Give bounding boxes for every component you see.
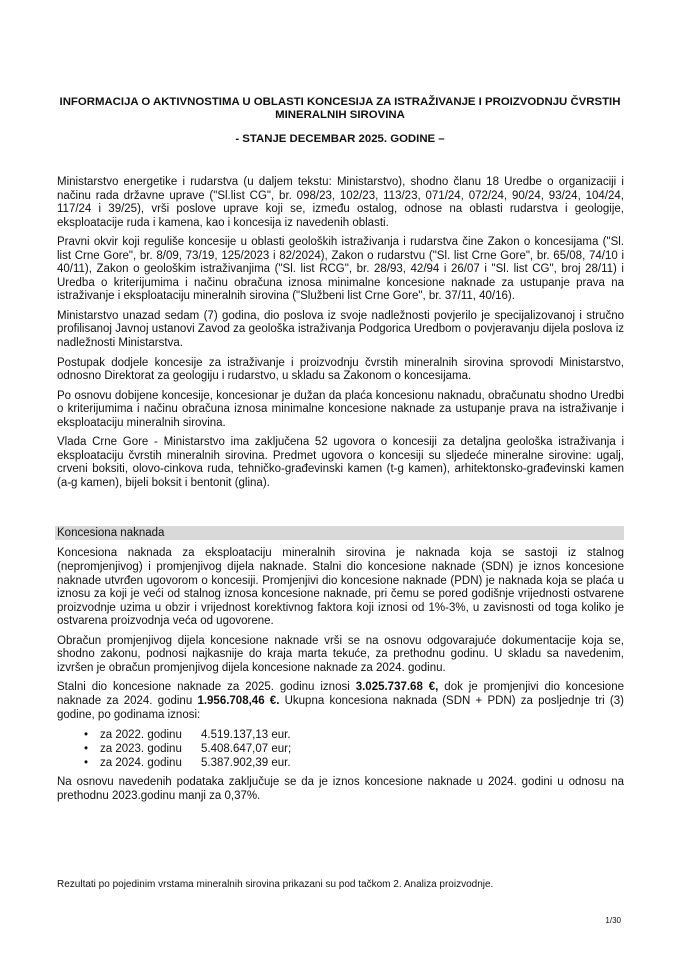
year-label: za 2023. godinu — [100, 743, 182, 756]
paragraph: Ministarstvo unazad sedam (7) godina, dio poslova iz svoje nadležnosti povjerilo je specijalizovanoj i stručno profilisanoj Javnoj ustanovi Zavod za geološka istraživanja Podgorica Uredbom o povjeravanju dijela poslova iz nadležnosti Ministarstva. — [57, 309, 624, 350]
paragraph: Ministarstvo energetike i rudarstva (u daljem tekstu: Ministarstvo), shodno članu 18 Uredbe o organizaciji i načinu rada državne uprave ("Sl.list CG", br. 098/23, 102/23, 113/23, 071/24, 072/24, 90/24, 93/24, 104/24, 117/24 i 39/25), vrši poslove uprave koji se, između ostalog, odnose na oblasti rudarstva i geologije, eksploatacije ruda i kamena, kao i koncesija iz navedenih oblasti. — [57, 176, 624, 229]
paragraph: Vlada Crne Gore - Ministarstvo ima zaključena 52 ugovora o koncesiji za detaljna geološka istraživanja i eksploataciju čvrstih mineralnih sirovina. Predmet ugovora o koncesiji su sljedeće mineralne sirovine: ugalj, crveni boksiti, olovo-cinkova ruda, tehničko-građevinski kamen (t-g kamen), arhitektonsko-građevinski kamen (a-g kamen), bijeli boksit i bentonit (glina). — [57, 436, 624, 489]
list-item — [84, 742, 624, 756]
totals-list — [57, 728, 624, 770]
sdn-amount: 3.025.737.68 €, — [355, 681, 439, 694]
document-title: INFORMACIJA O AKTIVNOSTIMA U OBLASTI KONCESIJA ZA ISTRAŽIVANJE I PROIZVODNJU ČVRSTIH MINERALNIH SIROVINA — [59, 96, 621, 121]
footer-note: Rezultati po pojedinim vrstama mineralnih sirovina prikazani su pod tačkom 2. Analiza proizvodnje. — [57, 879, 494, 890]
amount: 4.519.137,13 eur. — [201, 729, 291, 742]
paragraph: Postupak dodjele koncesije za istraživanje i proizvodnju čvrstih mineralnih sirovina sprovodi Ministarstvo, odnosno Direktorat za geologiju i rudarstvo, u skladu sa Zakonom o koncesijama. — [57, 356, 624, 383]
paragraph: Koncesiona naknada za eksploataciju mineralnih sirovina je naknada koja se sastoji iz stalnog (nepromjenjivog) i promjenjivog dijela naknade. Stalni dio koncesione naknade (SDN) je iznos koncesione naknade utvrđen ugovorom o koncesiji. Promjenjivi dio koncesione naknade (PDN) je naknada koja se plaća u iznosu za koji je veći od stalnog iznosa koncesione naknade, pri čemu se pored godišnje vrijednosti ostvarene proizvodnje uzima u obzir i vrijednost korektivnog faktora koji iznosi od 1%-3%, u zavisnosti od toga koliko je ostvarena proizvodnja veća od ugovorene. — [57, 547, 624, 628]
section-heading: Koncesiona naknada — [55, 526, 624, 540]
conclusion: Na osnovu navedenih podataka zaključuje se da je iznos koncesione naknade u 2024. godini u odnosu na prethodnu 2023.godinu manji za 0,37%. — [57, 776, 624, 802]
fees-text: Ukupna koncesiona naknada (SDN + PDN) za posljednje tri (3) godine, po godinama iznosi: — [57, 694, 624, 721]
amount: 5.408.647,07 eur; — [201, 743, 292, 756]
list-item — [84, 728, 624, 742]
fees-text: dok je promjenjivi dio koncesione naknade za 2024. godinu — [57, 681, 624, 707]
paragraph: Po osnovu dobijene koncesije, koncesionar je dužan da plaća koncesionu naknadu, obračunatu shodno Uredbi o kriterijumima i načinu obračuna iznosa minimalne koncesione naknade za ustupanje prava na istraživanje i eksploataciju mineralnih sirovina. — [57, 389, 624, 429]
paragraph: Pravni okvir koji reguliše koncesije u oblasti geoloških istraživanja i rudarstva čine Zakon o koncesijama ("Sl. list Crne Gore", br. 8/09, 73/19, 125/2023 i 82/2024), Zakon o rudarstvu ("Sl. list Crne Gore", br. 65/08, 74/10 i 40/11), Zakon o geološkim istraživanjima ("Sl. list RCG", br. 28/93, 42/94 i 26/07 i "Sl. list CG", broj 28/11) i Uredba o kriterijumima i načinu obračuna iznosa minimalne koncesione naknade za ustupanje prava na istraživanje i eksploataciju mineralnih sirovina ("Službeni list Crne Gore", br. 37/11, 40/16). — [57, 236, 624, 303]
document-subtitle: - STANJE DECEMBAR 2025. GODINE – — [235, 133, 445, 145]
pdn-amount: 1.956.708,46 €. — [197, 694, 280, 707]
fees-paragraph — [57, 681, 624, 722]
bullet: • — [84, 757, 89, 770]
amount: 5.387.902,39 eur. — [201, 757, 291, 770]
paragraph: Obračun promjenjivog dijela koncesione naknade vrši se na osnovu odgovarajuće dokumentacije koja se, shodno zakonu, podnosi najkasnije do kraja marta tekuće, za prethodnu godinu. U skladu sa navedenim, izvršen je obračun promjenjivog dijela koncesione naknade za 2024. godinu. — [57, 634, 624, 674]
year-label: za 2024. godinu — [100, 757, 182, 770]
page-number: 1/30 — [605, 916, 621, 925]
document-body — [57, 176, 624, 809]
list-item — [84, 756, 624, 770]
bullet: • — [84, 743, 89, 756]
fees-text: Stalni dio koncesione naknade za 2025. godinu iznosi — [57, 681, 356, 694]
bullet: • — [84, 729, 89, 742]
year-label: za 2022. godinu — [100, 729, 182, 742]
